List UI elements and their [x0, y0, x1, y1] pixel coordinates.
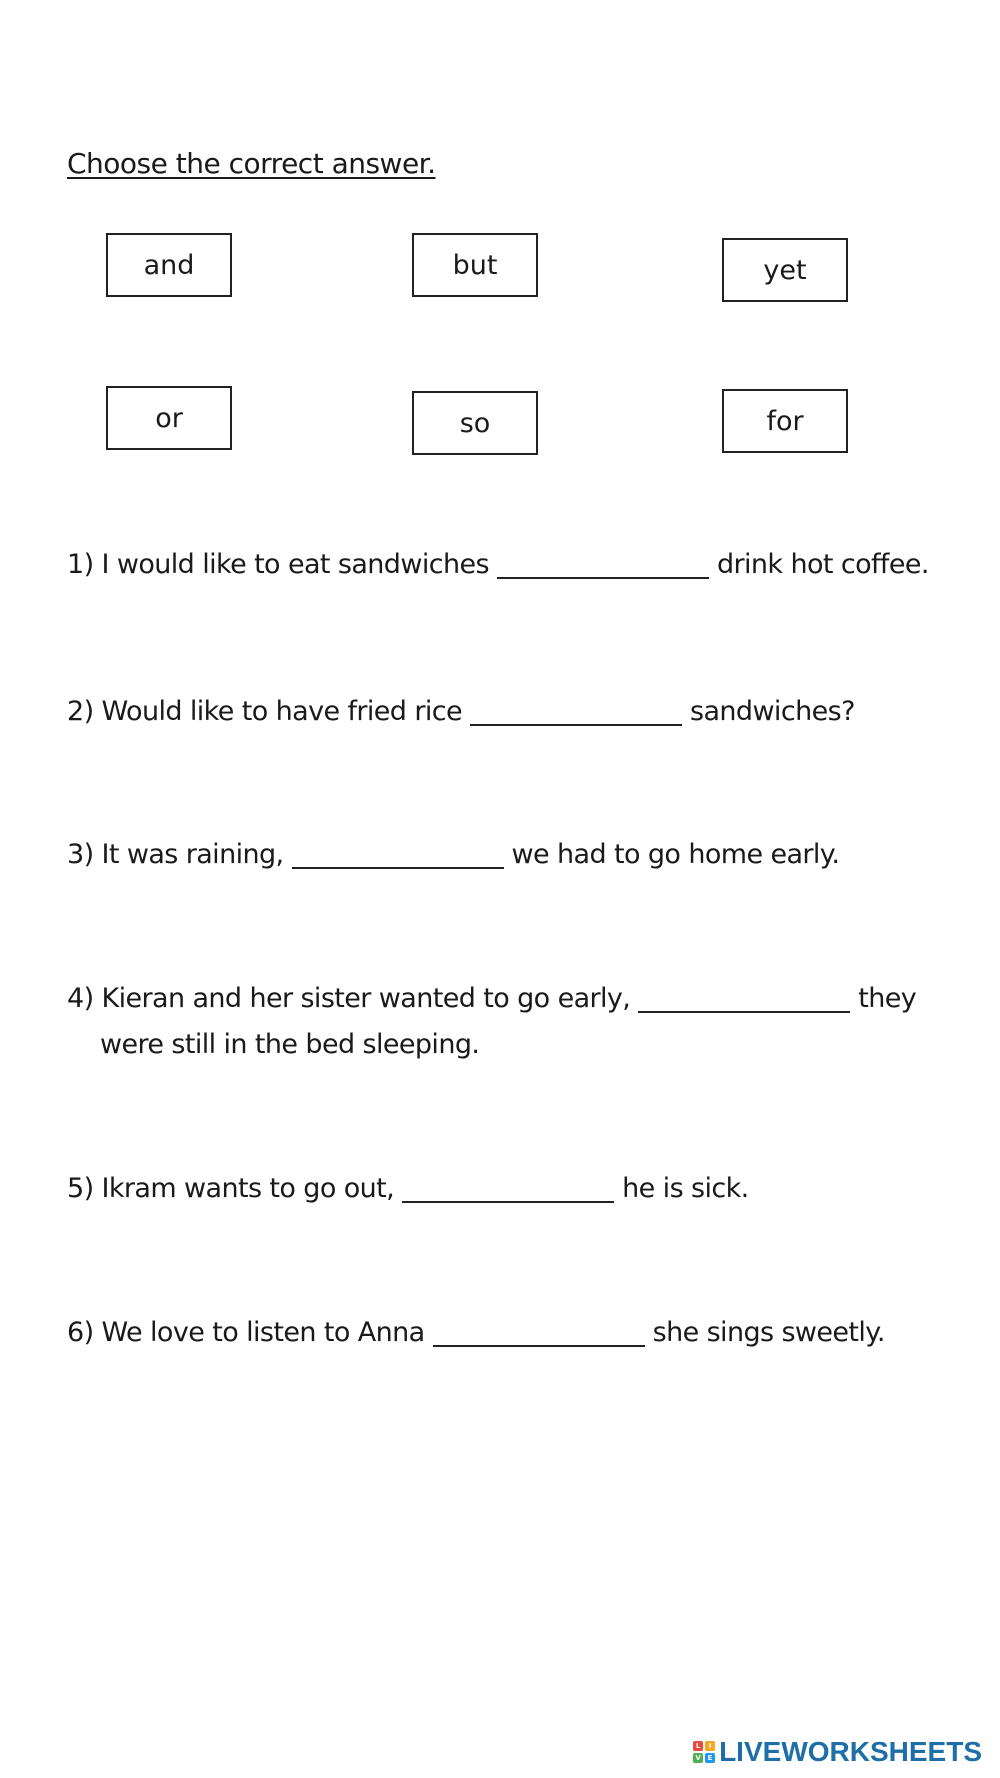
question-text-before: I would like to eat sandwiches [101, 549, 489, 580]
question-5 [67, 1166, 749, 1212]
question-3 [67, 832, 839, 878]
option-and-box[interactable]: and [106, 233, 232, 297]
option-but-box[interactable]: but [412, 233, 538, 297]
question-number: 2) [67, 696, 94, 727]
question-text-after: sandwiches? [689, 696, 855, 727]
question-text-after: we had to go home early. [511, 839, 840, 870]
logo-mark-icon [693, 1741, 715, 1763]
question-text-before: We love to listen to Anna [101, 1317, 425, 1348]
logo-tile: V [693, 1753, 703, 1763]
question-1 [67, 542, 929, 588]
question-text-continuation: were still in the bed sleeping. [100, 1029, 480, 1060]
question-text-after: she sings sweetly. [652, 1317, 885, 1348]
answer-blank-6[interactable] [433, 1345, 645, 1347]
question-number: 4) [67, 983, 94, 1014]
option-for-box[interactable]: for [722, 389, 848, 453]
logo-tile: L [693, 1741, 703, 1751]
answer-blank-4[interactable] [638, 1011, 850, 1013]
question-number: 6) [67, 1317, 94, 1348]
question-text-after: he is sick. [622, 1173, 749, 1204]
question-text-after: they [858, 983, 917, 1014]
logo-text: LIVEWORKSHEETS [719, 1736, 982, 1767]
question-text-before: It was raining, [101, 839, 284, 870]
question-4 [67, 976, 916, 1068]
question-number: 3) [67, 839, 94, 870]
question-text-before: Kieran and her sister wanted to go early, [101, 983, 631, 1014]
option-or-box[interactable]: or [106, 386, 232, 450]
option-yet-box[interactable]: yet [722, 238, 848, 302]
question-number: 1) [67, 549, 94, 580]
logo-tile: E [705, 1753, 715, 1763]
option-so-box[interactable]: so [412, 391, 538, 455]
answer-blank-2[interactable] [470, 724, 682, 726]
question-6 [67, 1310, 885, 1356]
question-number: 5) [67, 1173, 94, 1204]
question-text-after: drink hot coffee. [716, 549, 929, 580]
question-text-before: Ikram wants to go out, [101, 1173, 395, 1204]
answer-blank-5[interactable] [402, 1201, 614, 1203]
answer-blank-1[interactable] [497, 577, 709, 579]
instruction-heading: Choose the correct answer. [67, 147, 436, 180]
logo-tile: I [705, 1741, 715, 1751]
question-text-before: Would like to have fried rice [101, 696, 462, 727]
liveworksheets-logo [693, 1736, 982, 1768]
question-2 [67, 689, 855, 735]
answer-blank-3[interactable] [292, 867, 504, 869]
